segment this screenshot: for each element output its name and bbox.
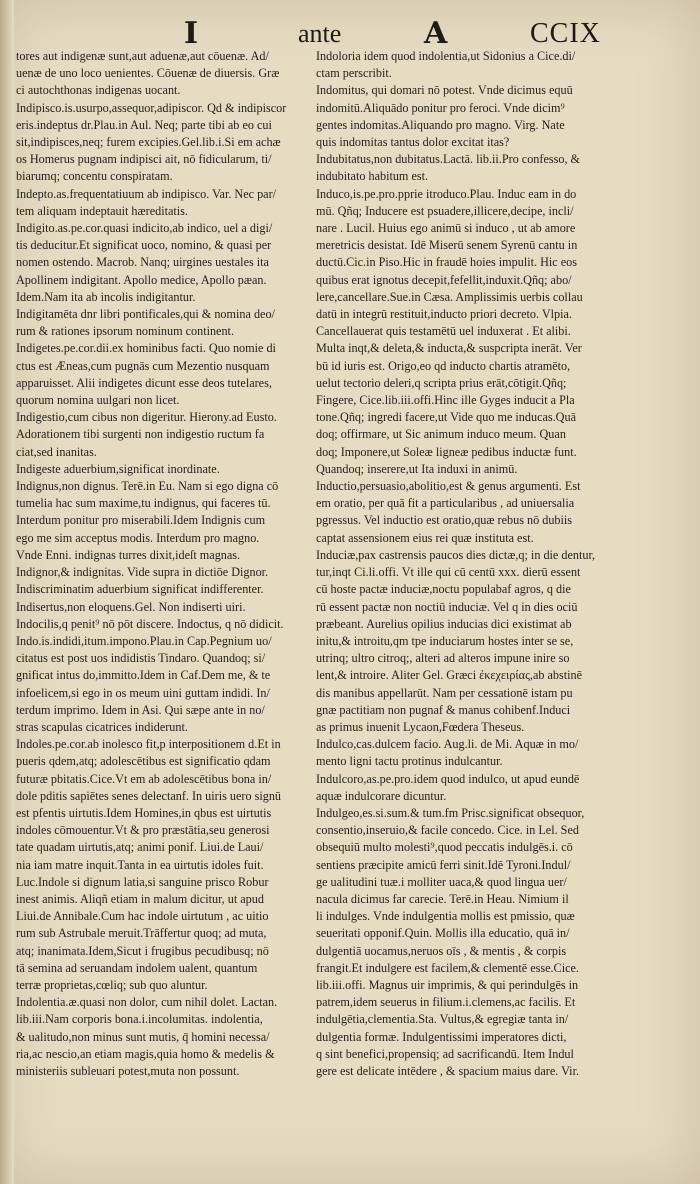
text-line: indulgētia,clementia.Sta. Vultus,& egregiæ tanta in/ [316, 1012, 569, 1027]
text-line: Indolentia.æ.quasi non dolor, cum nihil dolet. Lactan. [16, 995, 278, 1010]
text-line: nia iam matre inquit.Tanta in ea uirtutis idoles fuit. [16, 857, 264, 872]
text-line: Indigetes.pe.cor.dii.ex hominibus facti. Quo nomie di [16, 341, 276, 356]
text-line: ctus est Æneas,cum pugnās cum Mezentio nusquam [16, 358, 270, 373]
text-line: tem aliquam indeptauit hæreditatis. [16, 203, 188, 218]
text-line: Indoloria idem quod indolentia,ut Sidonius a Cice.di/ [316, 49, 576, 63]
text-line: patrem,idem seuerus in filium.i.clemens,ac facilis. Et [316, 995, 576, 1010]
text-line: tores aut indigenæ sunt,aut aduenæ,aut cōuenæ. Ad/ [16, 49, 269, 63]
text-line: tate quadam uirtutis,atq; animi ponif. Liui.de Laui/ [16, 840, 264, 855]
text-line: ci autochthonas indigenas uocant. [16, 83, 181, 98]
text-line: eris.indeptus dr.Plau.in Aul. Neq; parte tibi ab eo cui [16, 117, 272, 132]
left-text-column [16, 48, 304, 1080]
text-line: Indulgeo,es.si.sum.& tum.fm Prisc.significat obsequor, [316, 805, 585, 820]
text-line: stras scapulas cicatrices indiderunt. [16, 719, 188, 734]
text-line: quorum nomina uulgari non licet. [16, 393, 180, 408]
text-line: atq; inanimata.Idem,Sicut i frugibus pecudibusq; nō [16, 943, 269, 958]
text-line: os Homerus pugnam indipisci ait, nō fidicularum, ti/ [16, 152, 272, 167]
text-line: ministeriis subleuari potest,muta non possunt. [16, 1063, 240, 1078]
text-line: doq; offirmare, ut Sic animum induco meum. Quan [316, 427, 566, 442]
text-line: datū in integrū restituit,inducto priori decreto. Vlpia. [316, 307, 572, 322]
text-line: captat assensionem eius rei quæ instituta est. [316, 530, 534, 545]
text-line: nomen ostendo. Macrob. Nanq; uirgines uestales ita [16, 255, 269, 270]
text-line: uenæ de uno loco uenientes. Cōuenæ de diuersis. Græ [16, 66, 280, 81]
text-line: tis deducitur.Et significat uoco, nomino, & quasi per [16, 238, 272, 253]
text-line: tur,inqt Ci.li.offi. Vt ille qui cū centū xxx. dierū essent [316, 565, 581, 580]
text-line: dulgentia formæ. Indulgentissimi imperatores dicti, [316, 1029, 567, 1044]
text-line: Multa inqt,& deleta,& inducta,& suspcripta inerāt. Ver [316, 341, 582, 356]
text-line: dis manibus appellarūt. Nam per cessationē istam pu [316, 685, 573, 700]
text-line: Indubitatus,non dubitatus.Lactā. lib.ii.Pro confesso, & [316, 152, 581, 167]
header-letter-left: I [184, 16, 199, 51]
right-text-column [316, 48, 628, 1080]
text-line: quibus erat ignotus decepit,fefellit,induxit.Qñq; abo/ [316, 272, 572, 287]
text-line: ria,ac nescio,an etiam magis,quia homo & medelis & [16, 1046, 275, 1061]
text-line: ego me sim acceptus modis. Interdum pro magno. [16, 530, 260, 545]
text-line: tumelia hac sum maxime,tu indignus, qui faceres tū. [16, 496, 271, 511]
text-line: tone.Qñq; ingredi facere,ut Vide quo me inducas.Quā [316, 410, 576, 425]
text-line: Indisertus,non eloquens.Gel. Non indiserti uiri. [16, 599, 246, 614]
text-line: lib.iii.offi. Magnus uir imprimis, & qui perindulgēs in [316, 977, 579, 992]
text-line: gentes indomitas.Aliquando pro magno. Virg. Nate [316, 117, 565, 132]
folio-number: CCIX [530, 18, 601, 49]
header-word: ante [298, 19, 342, 48]
text-line: Indigito.as.pe.cor.quasi indicito,ab indico, uel a digi/ [16, 221, 273, 236]
text-line: Quandoq; inserere,ut Ita induxi in animū. [316, 461, 518, 476]
text-line: frangit.Et indulgere est facilem,& clementē esse.Cice. [316, 960, 579, 975]
text-line: em oratio, per quā fit a particularibus , ad uniuersalia [316, 496, 575, 511]
text-line: terdum imprimo. Idem in Asi. Qui sæpe ante in no/ [16, 702, 265, 717]
text-line: Cancellauerat quis testamētū uel induxerat . Et alibi. [316, 324, 571, 339]
text-line: consentio,inseruio,& facile concedo. Cice. in Lel. Sed [316, 823, 579, 838]
text-line: Indigeste aduerbium,significat inordinate. [16, 461, 220, 476]
text-line: gere est delicate intēdere , & spacium maius dare. Vir. [316, 1063, 580, 1078]
text-line: Luc.Indole si dignum latia,si sanguine prisco Robur [16, 874, 269, 889]
text-line: dulgentiā uocamus,neruos oīs , & mentis , & corpis [316, 943, 567, 958]
text-line: uelut tectorio deleri,q scripta prius erāt,cōtigit.Qñq; [316, 375, 567, 390]
text-line: Indo.is.indidi,itum.impono.Plau.in Cap.Pegnium uo/ [16, 633, 272, 648]
text-line: apparuisset. Alii indigetes dicunt esse deos tutelares, [16, 375, 272, 390]
text-line: Indulcoro,as.pe.pro.idem quod indulco, ut apud eundē [316, 771, 580, 786]
text-line: inest animis. Aliqñ etiam in malum dicitur, ut apud [16, 891, 264, 906]
text-line: ciat,sed inanitas. [16, 444, 97, 459]
text-line: pueris qdem,atq; adolescētibus est significatio qdam [16, 754, 271, 769]
text-line: Indipisco.is.usurpo,assequor,adipiscor. Qd & indipiscor [16, 100, 287, 115]
text-line: quis indomitas tantus dolor excitat itas? [316, 135, 510, 150]
text-line: infoelicem,si ego in os meum uini guttam indidi. In/ [16, 685, 270, 700]
text-line: ge ualitudini tuæ.i molliter uaca,& quod lingua uer/ [316, 874, 567, 889]
text-line: ductū.Cic.in Piso.Hic in fraudē hoies impulit. Hic eos [316, 255, 577, 270]
text-line: as primus inuenit Lycaon,Fœdera Theseus. [316, 719, 525, 734]
text-line: lere,cancellare.Sue.in Cæsa. Amplissimis uerbis collau [316, 289, 583, 304]
text-line: Indignor,& indignitas. Vide supra in dictiōe Dignor. [16, 565, 269, 580]
text-line: Indulco,cas.dulcem facio. Aug.li. de Mi. Aquæ in mo/ [316, 737, 579, 752]
text-line: Induciæ,pax castrensis paucos dies dictæ,q; in die dentur, [316, 547, 596, 562]
text-line: est pfentis uirtutis.Idem Homines,in qbus est uirtutis [16, 805, 272, 820]
text-line: & ualitudo,non minus sunt mutis, q̄ homini necessa/ [16, 1029, 270, 1044]
text-line: utrinq; ultro citroq;, alteri ad alteros impune inire so [316, 651, 570, 666]
text-line: q sint benefici,propensiq; ad sacrificandū. Item Indul [316, 1046, 574, 1061]
text-line: Inductio,persuasio,abolitio,est & genus argumenti. Est [316, 479, 581, 494]
text-line: obsequiū multo molesti⁹,quod peccatis indulgēs.i. cō [316, 840, 573, 855]
text-line: Adorationem tibi surgenti non indigestio ructum fa [16, 427, 265, 442]
text-line: sentiens præcipite amicū ferri sinit.Idē Tyroni.Indul/ [316, 857, 571, 872]
text-line: mento ligni tactu protinus indulcantur. [316, 754, 503, 769]
text-line: initu,& introitu,qm tpe induciarum hostes inter se se, [316, 633, 574, 648]
text-line: aquæ indulcorare dicuntur. [316, 788, 447, 803]
text-line: Liui.de Annibale.Cum hac indole uirtutum , ac uitio [16, 909, 269, 924]
text-line: Indignus,non dignus. Terē.in Eu. Nam si ego digna cō [16, 479, 279, 494]
text-line: rū essent pactæ non noctiū induciæ. Vel q in dies ociū [316, 599, 578, 614]
text-line: Induco,is.pe.pro.pprie itroduco.Plau. Induc eam in do [316, 186, 577, 201]
text-line: ctam perscribit. [316, 66, 392, 81]
text-line: Indigitamēta dnr libri pontificales,qui & nomina deo/ [16, 307, 275, 322]
text-line: rum sub Astrubale meruit.Trāffertur quoq; ad muta, [16, 926, 267, 941]
text-line: citatus est post uos indidistis Tindaro. Quandoq; si/ [16, 651, 266, 666]
text-line: pgressus. Vel inductio est oratio,quæ rebus nō dubiis [316, 513, 573, 528]
text-line: bū id iuris est. Origo,eo qd inducto chartis atramēto, [316, 358, 571, 373]
text-line: Interdum ponitur pro miserabili.Idem Indignis cum [16, 513, 266, 528]
text-line: Fingere, Cice.lib.iii.offi.Hinc ille Gyges inducit a Pla [316, 393, 575, 408]
text-line: nacula dicimus far carecie. Terē.in Heau. Nimium il [316, 891, 569, 906]
text-line: li indulges. Vnde indulgentia mollis est pmissio, quæ [316, 909, 575, 924]
text-line: Idem.Nam ita ab incolis indigitantur. [16, 289, 196, 304]
text-line: Vnde Enni. indignas turres dixit,ideſt magnas. [16, 547, 241, 562]
text-line: biarumq; concentu conspiratam. [16, 169, 173, 184]
text-line: nare . Lucil. Huius ego animū si induco , ut ab amore [316, 221, 576, 236]
text-line: rum & rationes ipsorum nominum continent. [16, 324, 234, 339]
header-letter-right: A [424, 16, 448, 51]
text-line: tā semina ad seruandam indolem ualent, quantum [16, 960, 258, 975]
text-line: sit,indipisces,neq; furem excipies.Gel.lib.i.Si em achæ [16, 135, 281, 150]
text-line: cū hoste pactæ induciæ,noctu populabaf agros, q die [316, 582, 571, 597]
text-line: mū. Qñq; Inducere est psuadere,illicere,decipe, incli/ [316, 203, 574, 218]
text-line: lent,& introire. Aliter Gel. Græci ἐκεχειρίας,ab abstinē [316, 668, 583, 683]
text-line: futuræ pbitatis.Cice.Vt em ab adolescētibus bona in/ [16, 771, 272, 786]
text-line: indoles cōmouentur.Vt & pro præstātia,seu generosi [16, 823, 270, 838]
text-line: meretricis desistat. Idē Miserū senem Syrenū cantu in [316, 238, 578, 253]
text-line: præbeant. Aurelius opilius inducias dici existimat ab [316, 616, 572, 631]
text-line: Indocilis,q penit⁹ nō pōt discere. Indoctus, q nō didicit. [16, 616, 284, 631]
text-line: Indomitus, qui domari nō potest. Vnde dicimus equū [316, 83, 573, 98]
text-line: Indoles.pe.cor.ab inolesco fit,p interpositionem d.Et in [16, 737, 281, 752]
binding-gutter [0, 0, 14, 1184]
text-line: Indiscriminatim aduerbium significat indifferenter. [16, 582, 264, 597]
text-line: terræ proprietas,cœliq; sub quo aluntur. [16, 977, 208, 992]
text-line: gnæ pactitiam non pugnaf & manus cohibenf.Induci [316, 702, 571, 717]
text-line: indomitū.Aliquādo ponitur pro feroci. Vnde dicim⁹ [316, 100, 565, 115]
text-line: Indepto.as.frequentatiuum ab indipisco. Var. Nec par/ [16, 186, 277, 201]
text-line: doq; Imponere,ut Soleæ ligneæ pedibus inductæ funt. [316, 444, 577, 459]
text-line: gnificat intus do,immitto.Idem in Caf.Dem me, & te [16, 668, 271, 683]
text-line: indubitato habitum est. [316, 169, 429, 184]
text-line: seueritati opponif.Quin. Mollis illa educatio, quā in/ [316, 926, 570, 941]
text-line: dole pditis sapiētes senes delectanf. In uiris uero signū [16, 788, 282, 803]
text-line: Apollinem indigitant. Apollo medice, Apollo pæan. [16, 272, 267, 287]
text-line: Indigestio,cum cibus non digeritur. Hierony.ad Eusto. [16, 410, 277, 425]
text-line: lib.iii.Nam corporis bona.i.incolumitas. indolentia, [16, 1012, 263, 1027]
